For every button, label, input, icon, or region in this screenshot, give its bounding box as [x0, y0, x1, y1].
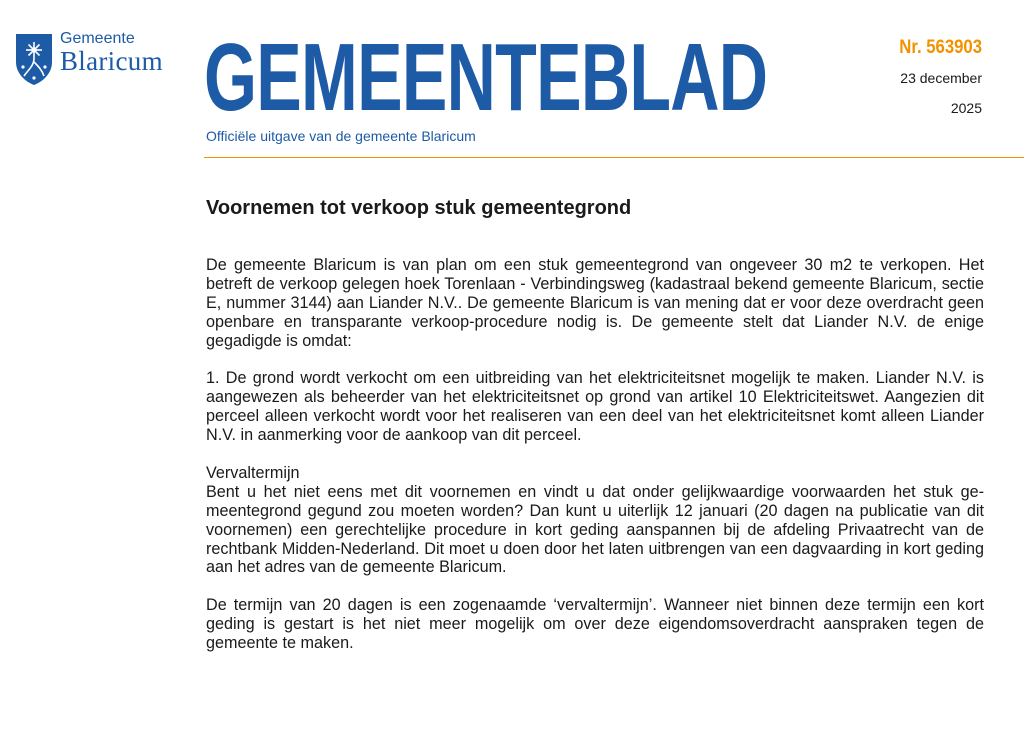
issue-date: 23 december	[900, 70, 982, 86]
paragraph-objection-text: Bent u het niet eens met dit voornemen en vindt u dat onder gelijkwaardige voorwaarden het stuk gemeentegrond gegund zou moeten worden? Dan kunt u uiterlijk 12 januari (20 dagen na publicatie van dit voornemen) een gerechtelijke procedure in kort geding aanspannen bij de afdeling Privaatrecht van de rechtbank Midden-Nederland. Dit moet u doen door het laten uitbrengen van een dagvaarding in kort geding aan het adres van de gemeente Blaricum.	[206, 482, 984, 577]
header-divider	[204, 157, 1024, 158]
coat-of-arms-icon	[14, 32, 54, 86]
logo-text-gemeente: Gemeente	[60, 30, 135, 47]
issue-year: 2025	[950, 100, 982, 116]
masthead-subtitle: Officiële uitgave van de gemeente Blaricum	[206, 128, 476, 144]
masthead-title: GEMEENTEBLAD	[204, 24, 768, 131]
paragraph-objection	[206, 464, 984, 577]
issue-number: Nr. 563903	[899, 37, 982, 58]
article-body	[206, 256, 984, 672]
municipality-logo	[14, 30, 184, 90]
article-title: Voornemen tot verkoop stuk gemeentegrond	[206, 197, 632, 219]
paragraph-intro: De gemeente Blaricum is van plan om een stuk gemeentegrond van ongeveer 30 m2 te verkopen. Het betreft de verkoop gelegen hoek Torenlaan - Verbindingsweg (kadastraal bekend gemeente Blaricum, sectie E, nummer 3144) aan Liander N.V.. De gemeente Blaricum is van mening dat er voor deze overdracht geen openbare en transparante verkoop-procedure nodig is. De gemeente stelt dat Liander N.V. de enige gegadigde is omdat:	[206, 256, 984, 350]
paragraph-deadline: De termijn van 20 dagen is een zogenaamde ‘vervaltermijn’. Wanneer niet binnen deze termijn een kort geding is gestart is het niet meer mogelijk om over deze eigendomsoverdracht aanspraken tegen de gemeente te maken.	[206, 596, 984, 653]
paragraph-reason: 1. De grond wordt verkocht om een uitbreiding van het elektriciteitsnet mogelijk te maken. Liander N.V. is aangewezen als beheerder van het elektriciteitsnet op grond van artikel 10 Elektriciteitswet. Aangezien dit perceel alleen verkocht wordt voor het realiseren van een deel van het elektriciteitsnet komt alleen Liander N.V. in aanmerking voor de aankoop van dit perceel.	[206, 369, 984, 445]
section-heading-vervaltermijn: Vervaltermijn	[206, 463, 300, 482]
logo-text-blaricum: Blaricum	[60, 46, 163, 76]
